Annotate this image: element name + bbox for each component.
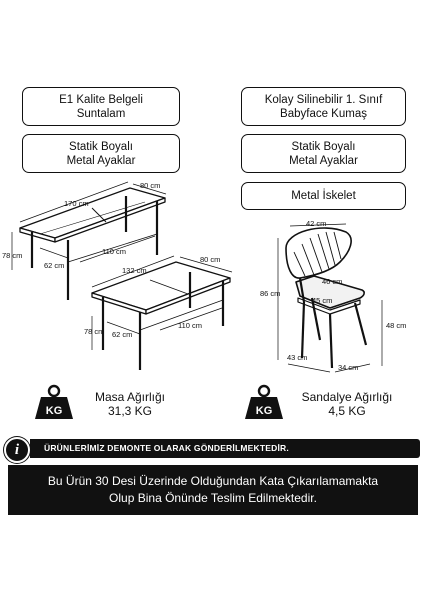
feature-chair-legs-text: Statik Boyalı Metal Ayaklar	[289, 140, 358, 167]
info-icon: i	[4, 437, 30, 463]
feature-table-legs-text: Statik Boyalı Metal Ayaklar	[66, 140, 136, 167]
chair-total-height-label: 86 cm	[260, 289, 281, 298]
delivery-banner	[8, 465, 418, 515]
table2-leg-front-label: 110 cm	[178, 321, 203, 330]
closed-table-drawing	[92, 262, 230, 370]
chair-weight-value: 4,5 KG	[328, 404, 366, 418]
table1-leg-side-label: 62 cm	[44, 261, 65, 270]
chair-base-depth-label: 43 cm	[287, 353, 308, 362]
feature-e1-quality-text: E1 Kalite Belgeli Suntalam	[59, 93, 143, 120]
table1-leg-front-label: 110 cm	[102, 247, 127, 256]
svg-text:KG: KG	[255, 405, 273, 417]
notice-text: ÜRÜNLERİMİZ DEMONTE OLARAK GÖNDERİLMEKTEDİR.	[30, 439, 420, 458]
chair-top-width-label: 42 cm	[306, 219, 327, 228]
chair-weight-label: Sandalye Ağırlığı	[301, 390, 393, 404]
feature-metal-frame-text: Metal İskelet	[291, 190, 356, 202]
table-weight	[80, 390, 180, 418]
table1-width-label: 170 cm	[64, 199, 89, 208]
table-weight-value: 31,3 KG	[107, 404, 153, 418]
chair-back-inner-label: 46 cm	[322, 277, 343, 286]
chair-base-width-label: 34 cm	[338, 363, 359, 372]
notice-bar	[4, 437, 420, 459]
delivery-text: Bu Ürün 30 Desi Üzerinde Olduğundan Kata Çıkarılamamakta Olup Bina Önünde Teslim Edilmektedir.	[47, 474, 379, 505]
feature-babyface-fabric-text: Kolay Silinebilir 1. Sınıf Babyface Kumaş	[264, 93, 383, 120]
table1-height-label: 78 cm	[2, 251, 23, 260]
svg-text:KG: KG	[45, 405, 63, 417]
chair-weight	[290, 390, 404, 418]
table-weight-kg-icon	[34, 384, 74, 420]
table1-depth-label: 80 cm	[140, 181, 161, 190]
table2-height-label: 78 cm	[84, 327, 105, 336]
table2-leg-side-label: 62 cm	[112, 330, 133, 339]
chair-seat-height-label: 48 cm	[386, 321, 407, 330]
table-weight-label: Masa Ağırlığı	[94, 390, 166, 404]
table2-width-label: 132 cm	[122, 266, 147, 275]
chair-weight-kg-icon	[244, 384, 284, 420]
chair-seat-width-label: 45 cm	[312, 296, 333, 305]
table2-depth-label: 80 cm	[200, 255, 221, 264]
